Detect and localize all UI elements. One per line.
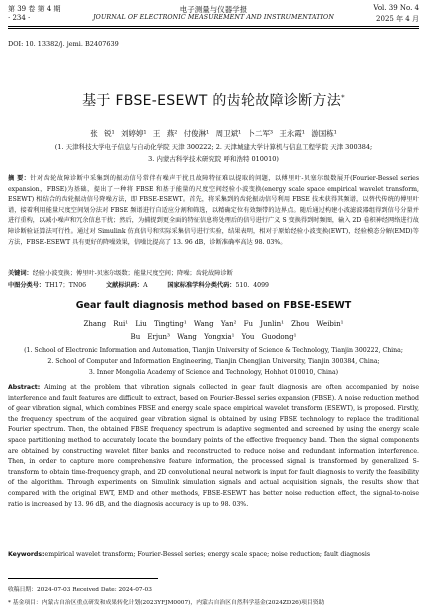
footnote-rule — [8, 578, 158, 579]
header-issue: 第 39 卷 第 4 期 — [8, 5, 61, 13]
header-page-number: · 234 · — [8, 14, 31, 22]
english-authors-line-1: Zhang Rui¹ Liu Tingting¹ Wang Yan² Fu Junlin¹ Zhou Weibin¹ — [83, 320, 344, 328]
english-keywords-label: Keywords: — [8, 551, 45, 558]
english-affiliation-3: 3. Inner Mongolia Academy of Science and Technology, Hohhot 010010, China) — [88, 369, 339, 376]
english-abstract-text: Aiming at the problem that vibration signals collected in gear fault diagnosis are often accompanied by noise interference and fault features are difficult to extract, based on Fourier-Bessel series expansion (FBSE). A noise reduction method of gear vibration signal, which combines FBSE and energy scale space empirical wavelet transform (ESEWT), is proposed. Firstly, the frequency spectrum of the acquired gear vibration signal is obtained by using FBSE technology to replace the traditional Fourier spectrum. Then, the obtained FBSE frequency spectrum is adaptive segmented and screened by using the energy scale space partitioning method to accurately locate the boundary points of the effective frequency band. Then the signal components are obtained by constructing wavelet filter banks and reconstructed to reduce noise and redundant information interference. Then, in order to capture more comprehensive feature information, the processed signal is transformed by generalized S-transform to obtain time-frequency graph, and 2D convolutional neural network is input for fault diagnosis to verify the feasibility of the algorithm. Through experiments on Simulink simulation signals and actual acquisition signals, the results show that compared with the original EWT, EMD and other methods, FBSE-ESEWT has better noise reduction effect, the signal-to-noise ratio is increased by 13. 96 dB, and the diagnosis accuracy is up to 98. 03%. — [8, 384, 420, 508]
classification-line — [8, 281, 419, 292]
title-footnote-mark: * — [341, 93, 345, 102]
english-abstract — [8, 383, 419, 510]
chinese-affiliation-2: 3. 内蒙古科学技术研究院 呼和浩特 010010) — [148, 155, 279, 163]
chinese-title — [0, 90, 427, 110]
header-volume: Vol. 39 No. 4 — [373, 4, 419, 12]
chinese-abstract-label: 摘 要： — [8, 175, 31, 182]
chinese-keywords-label: 关键词： — [8, 270, 33, 277]
received-date: 收稿日期：2024-07-03 Received Date: 2024-07-03 — [8, 587, 152, 593]
doc-code-label: 文献标识码： — [105, 282, 144, 289]
english-title: Gear fault diagnosis method based on FBSE-ESEWT — [75, 300, 352, 311]
header-rule — [8, 26, 419, 27]
chinese-affiliation-1: (1. 天津科技大学电子信息与自动化学院 天津 300222; 2. 天津城建大学计算机与信息工程学院 天津 300384; — [54, 143, 373, 151]
header-rule-thin — [8, 28, 419, 29]
chinese-authors: 张 锐¹ 刘婷婷¹ 王 燕² 付俊淋¹ 周卫斌¹ 卜二军³ 王永霞¹ 游国栋¹ — [90, 129, 337, 138]
header-journal-en: JOURNAL OF ELECTRONIC MEASUREMENT AND INSTRUMENTATION — [93, 14, 334, 21]
english-affiliation-1: (1. School of Electronic Information and Automation, Tianjin University of Science & Technology, Tianjin 300222, China; — [24, 347, 403, 354]
english-authors-line-2: Bu Erjun³ Wang Yongxia¹ You Guodong¹ — [130, 333, 297, 341]
chinese-keywords — [8, 269, 419, 280]
chinese-abstract — [8, 174, 419, 248]
subject-code-value: 510. 4099 — [235, 282, 269, 289]
english-keywords — [8, 550, 419, 561]
chinese-keywords-text: 经验小波变换；傅里叶-贝塞尔级数；能量尺度空间；降噪；齿轮故障诊断 — [32, 270, 233, 277]
class-label: 中图分类号： — [8, 282, 46, 289]
header-date: 2025 年 4 月 — [376, 15, 419, 23]
english-affiliation-2: 2. School of Computer and Information Engineering, Tianjin Chengjian University, Tianjin 300384, China; — [47, 358, 380, 365]
english-keywords-text: empirical wavelet transform; Fourier-Bessel series; energy scale space; noise reduction; fault diagnosis — [44, 551, 371, 558]
class-value: TH17；TN06 — [45, 282, 87, 289]
english-abstract-label: Abstract: — [8, 384, 41, 391]
doc-code-value: A — [143, 282, 148, 289]
header-journal-cn: 电子测量与仪器学报 — [179, 5, 248, 14]
subject-code-label: 国家标准学科分类代码： — [167, 282, 236, 289]
doi: DOI: 10. 13382/j. jemi. B2407639 — [8, 40, 119, 48]
funding-note: * 基金项目：内蒙古自治区重点研发和成果转化计划(2023YFJM0007)，内蒙古自治区自然科学基金(2024ZD26)项目资助 — [8, 600, 325, 606]
chinese-title-text: 基于 FBSE-ESEWT 的齿轮故障诊断方法 — [82, 93, 342, 109]
chinese-abstract-text: 针对齿轮故障诊断中采集到的振动信号常伴有噪声干扰且故障特征难以提取的问题，以傅里叶-贝塞尔级数展开(Fourier-Bessel series expansion，FBSE)为基础，提出了一种将 FBSE 和基于能量的尺度空间经验小波变换(energy scale space empirical wavelet transform, ESEWT) 相结合的齿轮振动信号降噪方法，即 FBSE-ESEWT。首先，将采集到的齿轮振动信号利用 FBSE 技术获得其频谱，以替代传统的傅里叶谱，接着利用能量尺度空间划分法对 FBSE 频谱进行自适应分割和筛选，以精确定位有效频带的边界点。随后通过构建小波滤波器组得到信号分量并进行重构，以减小噪声和冗余信息干扰；然后，为捕捉到更全面的特征信息将处理后的信号进行广义 S 变换得到时频图，输入 2D 卷积神经网络进行故障诊断验证算法可行性。通过对 Simulink 仿真信号和实际采集信号进行实验，结果表明，相对于原始经验小波变换(EWT)，经验模态分解(EMD)等方法，FBSE-ESEWT 具有更好的降噪效果，信噪比提高了 13. 96 dB，诊断准确率高达 98. 03%。 — [8, 175, 420, 246]
